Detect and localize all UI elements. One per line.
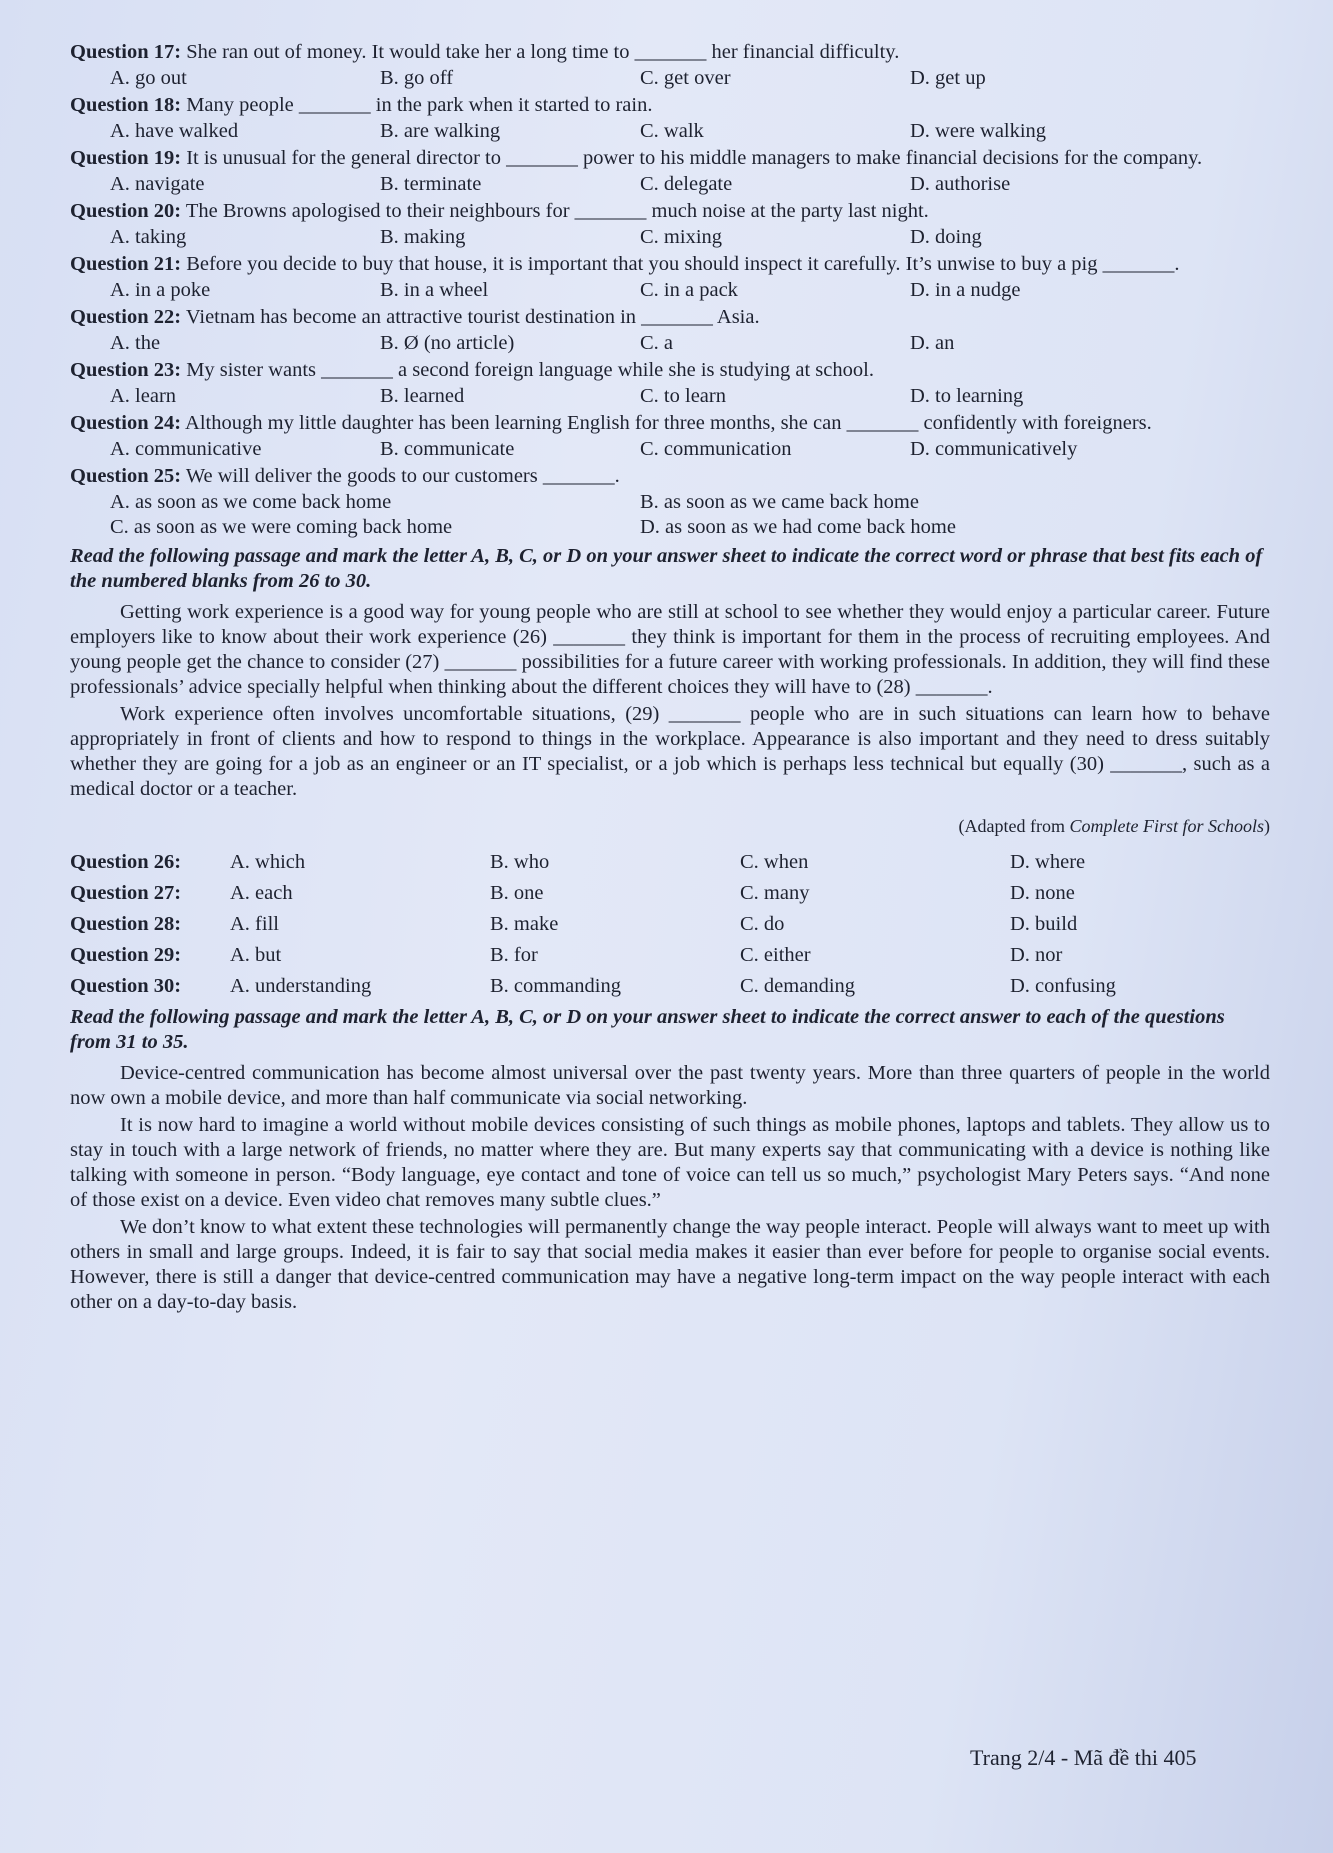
option-c: C. do — [740, 912, 785, 935]
option-a: A. fill — [230, 912, 279, 935]
question-item — [70, 252, 1270, 303]
option-a: A. communicative — [110, 438, 262, 460]
option-d: D. in a nudge — [910, 279, 1021, 301]
option-c: C. either — [740, 943, 811, 966]
question-item — [70, 146, 1270, 197]
page-footer: Trang 2/4 - Mã đề thi 405 — [970, 1745, 1197, 1770]
option-a: A. have walked — [110, 120, 239, 142]
question-stem: Question 20: The Browns apologised to their neighbours for _______ much noise at the party last night. — [70, 200, 929, 222]
option-a: A. as soon as we come back home — [110, 491, 392, 513]
answer-question-label: Question 30: — [70, 974, 182, 997]
option-c: C. walk — [640, 120, 704, 142]
passage-reading-paragraph-3: We don’t know to what extent these technologies will permanently change the way people interact. People will always want to meet up with others in small and large groups. Indeed, it is fair to say that social media makes it easier than ever before for people to organise social events. However, there is still a danger that device-centred communication may have a negative long-term impact on the way people interact with each other on a day-to-day basis. — [70, 1215, 1270, 1313]
question-item — [70, 358, 1270, 409]
question-item — [70, 199, 1270, 250]
option-d: D. communicatively — [910, 438, 1078, 460]
option-b: B. are walking — [380, 120, 501, 142]
option-b: B. communicate — [380, 438, 515, 460]
option-c: C. in a pack — [640, 279, 738, 301]
option-c: C. to learn — [640, 385, 726, 407]
option-b: B. one — [490, 881, 544, 904]
option-b: B. terminate — [380, 173, 482, 195]
question-options — [110, 437, 1270, 462]
question-stem: Question 22: Vietnam has become an attractive tourist destination in _______ Asia. — [70, 306, 760, 328]
passage-cloze — [70, 600, 1270, 802]
option-b: B. make — [490, 912, 559, 935]
option-d: D. doing — [910, 226, 982, 248]
question-list — [70, 40, 1270, 540]
option-b: B. go off — [380, 67, 454, 89]
answer-question-label: Question 28: — [70, 912, 182, 935]
passage-reading-paragraph-1: Device-centred communication has become almost universal over the past twenty years. More than three quarters of people in the world now own a mobile device, and more than half communicate via social networking. — [70, 1061, 1270, 1109]
option-c: C. as soon as we were coming back home — [110, 516, 453, 538]
option-d: D. an — [910, 332, 955, 354]
answer-row — [70, 974, 1270, 999]
question-stem: Question 21: Before you decide to buy that house, it is important that you should inspect it carefully. It’s unwise to buy a pig _______. — [70, 253, 1180, 275]
option-a: A. each — [230, 881, 293, 904]
option-a: A. which — [230, 850, 306, 873]
option-a: A. in a poke — [110, 279, 211, 301]
option-a: A. the — [110, 332, 161, 354]
option-b: B. Ø (no article) — [380, 332, 515, 354]
option-c: C. demanding — [740, 974, 856, 997]
passage-cloze-paragraph-1: Getting work experience is a good way for young people who are still at school to see whether they would enjoy a particular career. Future employers like to know about their work experience (26) _______ they think is important for them in the process of recruiting employees. And young people get the chance to consider (27) _______ possibilities for a future career with working professionals. In addition, they will find these professionals’ advice specially helpful when thinking about the different choices they will have to (28) _______. — [70, 601, 1270, 698]
question-options — [110, 278, 1270, 303]
question-options — [110, 119, 1270, 144]
answer-row — [70, 850, 1270, 875]
option-b: B. commanding — [490, 974, 621, 997]
option-d: D. were walking — [910, 120, 1047, 142]
question-stem: Question 19: It is unusual for the general director to _______ power to his middle managers to make financial decisions for the company. — [70, 147, 1203, 169]
answer-row — [70, 881, 1270, 906]
question-item — [70, 464, 1270, 540]
question-options — [110, 225, 1270, 250]
option-d: D. none — [1010, 881, 1075, 904]
option-c: C. a — [640, 332, 674, 354]
source-title: Complete First for Schools — [1069, 816, 1264, 836]
option-b: B. in a wheel — [380, 279, 489, 301]
passage-source: (Adapted from Complete First for Schools) — [958, 816, 1270, 836]
option-b: B. who — [490, 850, 550, 873]
passage-cloze-paragraph-2: Work experience often involves uncomfortable situations, (29) _______ people who are in such situations can learn how to behave appropriately in front of clients and how to respond to things in the workplace. Appearance is also important and they need to dress suitably whether they are going for a job as an engineer or an IT specialist, or a job which is perhaps less technical but equally (30) _______, such as a medical doctor or a teacher. — [70, 703, 1270, 800]
question-options — [110, 384, 1270, 409]
option-d: D. get up — [910, 67, 986, 89]
option-a: A. go out — [110, 67, 187, 89]
answer-question-label: Question 27: — [70, 881, 182, 904]
option-d: D. where — [1010, 850, 1086, 873]
option-b: B. learned — [380, 385, 465, 407]
question-options — [110, 172, 1270, 197]
instruction-cloze: Read the following passage and mark the letter A, B, C, or D on your answer sheet to indicate the correct word or phrase that best fits each of the numbered blanks from 26 to 30. — [70, 545, 1263, 592]
question-item — [70, 40, 1270, 91]
option-c: C. get over — [640, 67, 731, 89]
passage-reading — [70, 1061, 1270, 1315]
question-options — [110, 66, 1270, 91]
question-stem: Question 24: Although my little daughter has been learning English for three months, she can _______ confidently with foreigners. — [70, 412, 1152, 434]
question-options — [110, 331, 1270, 356]
answer-question-label: Question 26: — [70, 850, 182, 873]
answer-question-label: Question 29: — [70, 943, 182, 966]
option-c: C. delegate — [640, 173, 733, 195]
question-item — [70, 93, 1270, 144]
option-d: D. build — [1010, 912, 1078, 935]
instruction-reading: Read the following passage and mark the letter A, B, C, or D on your answer sheet to indicate the correct answer to each of the questions from 31 to 35. — [70, 1005, 1225, 1053]
option-a: A. taking — [110, 226, 187, 248]
option-d: D. nor — [1010, 943, 1063, 966]
option-c: C. communication — [640, 438, 792, 460]
option-a: A. navigate — [110, 173, 205, 195]
question-stem: Question 18: Many people _______ in the park when it started to rain. — [70, 94, 653, 116]
question-stem: Question 17: She ran out of money. It would take her a long time to _______ her financial difficulty. — [70, 41, 900, 63]
option-c: C. when — [740, 850, 809, 873]
option-a: A. but — [230, 943, 282, 966]
option-d: D. confusing — [1010, 974, 1116, 997]
option-b: B. making — [380, 226, 466, 248]
option-a: A. understanding — [230, 974, 372, 997]
answer-row — [70, 943, 1270, 968]
question-options — [110, 490, 1270, 540]
option-d: D. authorise — [910, 173, 1011, 195]
option-c: C. many — [740, 881, 810, 904]
cloze-answer-list — [70, 850, 1270, 999]
option-c: C. mixing — [640, 226, 723, 248]
answer-row — [70, 912, 1270, 937]
page-content — [70, 40, 1270, 1317]
option-b: B. as soon as we came back home — [640, 491, 919, 513]
option-d: D. to learning — [910, 385, 1024, 407]
question-stem: Question 23: My sister wants _______ a second foreign language while she is studying at school. — [70, 359, 874, 381]
question-item — [70, 411, 1270, 462]
option-d: D. as soon as we had come back home — [640, 516, 956, 538]
question-item — [70, 305, 1270, 356]
question-stem: Question 25: We will deliver the goods to our customers _______. — [70, 465, 620, 487]
passage-reading-paragraph-2: It is now hard to imagine a world without mobile devices consisting of such things as mobile phones, laptops and tablets. They allow us to stay in touch with a large network of friends, no matter where they are. But many experts say that communicating with a device is nothing like talking with someone in person. “Body language, eye contact and tone of voice can tell us so much,” psychologist Mary Peters says. “And none of those exist on a device. Even video chat removes many subtle clues.” — [70, 1113, 1270, 1211]
option-a: A. learn — [110, 385, 177, 407]
option-b: B. for — [490, 943, 538, 966]
